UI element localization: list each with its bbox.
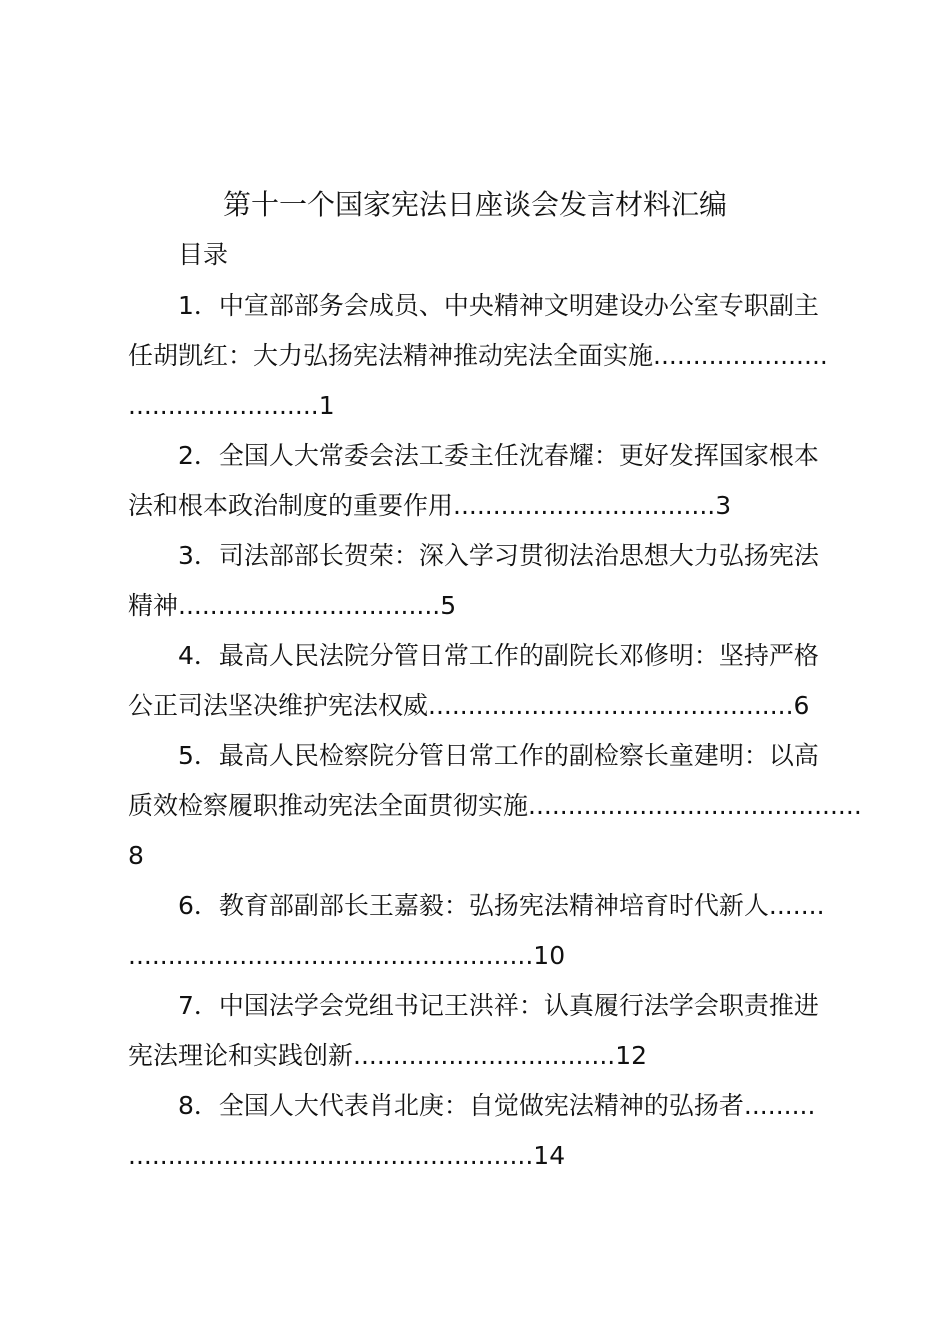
toc-entry-4-line-2[interactable]: 公正司法坚决维护宪法权威..............................................6	[128, 691, 810, 720]
document-title: 第十一个国家宪法日座谈会发言材料汇编	[222, 188, 727, 221]
toc-entry-2-line-1[interactable]: 2．全国人大常委会法工委主任沈春耀：更好发挥国家根本	[178, 441, 819, 470]
toc-entry-6-line-2[interactable]: ...................................................10	[128, 941, 566, 970]
toc-entry-1-line-2[interactable]: 任胡凯红：大力弘扬宪法精神推动宪法全面实施......................	[128, 341, 828, 370]
toc-entry-6-line-1[interactable]: 6．教育部副部长王嘉毅：弘扬宪法精神培育时代新人.......	[178, 891, 825, 920]
toc-entry-7-line-2[interactable]: 宪法理论和实践创新.................................12	[128, 1041, 648, 1070]
toc-entry-7-line-1[interactable]: 7．中国法学会党组书记王洪祥：认真履行法学会职责推进	[178, 991, 819, 1020]
toc-entry-1-line-3[interactable]: ........................1	[128, 391, 335, 420]
toc-entry-5-line-3[interactable]: 8	[128, 841, 144, 870]
toc-entry-8-line-1[interactable]: 8．全国人大代表肖北庚：自觉做宪法精神的弘扬者.........	[178, 1091, 816, 1120]
toc-entry-5-line-2[interactable]: 质效检察履职推动宪法全面贯彻实施..........................................	[128, 791, 862, 820]
toc-entry-8-line-2[interactable]: ...................................................14	[128, 1141, 566, 1170]
toc-heading: 目录	[178, 240, 229, 269]
toc-entry-5-line-1[interactable]: 5．最高人民检察院分管日常工作的副检察长童建明：以高	[178, 741, 819, 770]
toc-entry-3-line-2[interactable]: 精神.................................5	[128, 591, 457, 620]
toc-entry-3-line-1[interactable]: 3．司法部部长贺荣：深入学习贯彻法治思想大力弘扬宪法	[178, 541, 819, 570]
toc-entry-4-line-1[interactable]: 4．最高人民法院分管日常工作的副院长邓修明：坚持严格	[178, 641, 819, 670]
toc-entry-2-line-2[interactable]: 法和根本政治制度的重要作用.................................3	[128, 491, 732, 520]
toc-entry-1-line-1[interactable]: 1．中宣部部务会成员、中央精神文明建设办公室专职副主	[178, 291, 819, 320]
